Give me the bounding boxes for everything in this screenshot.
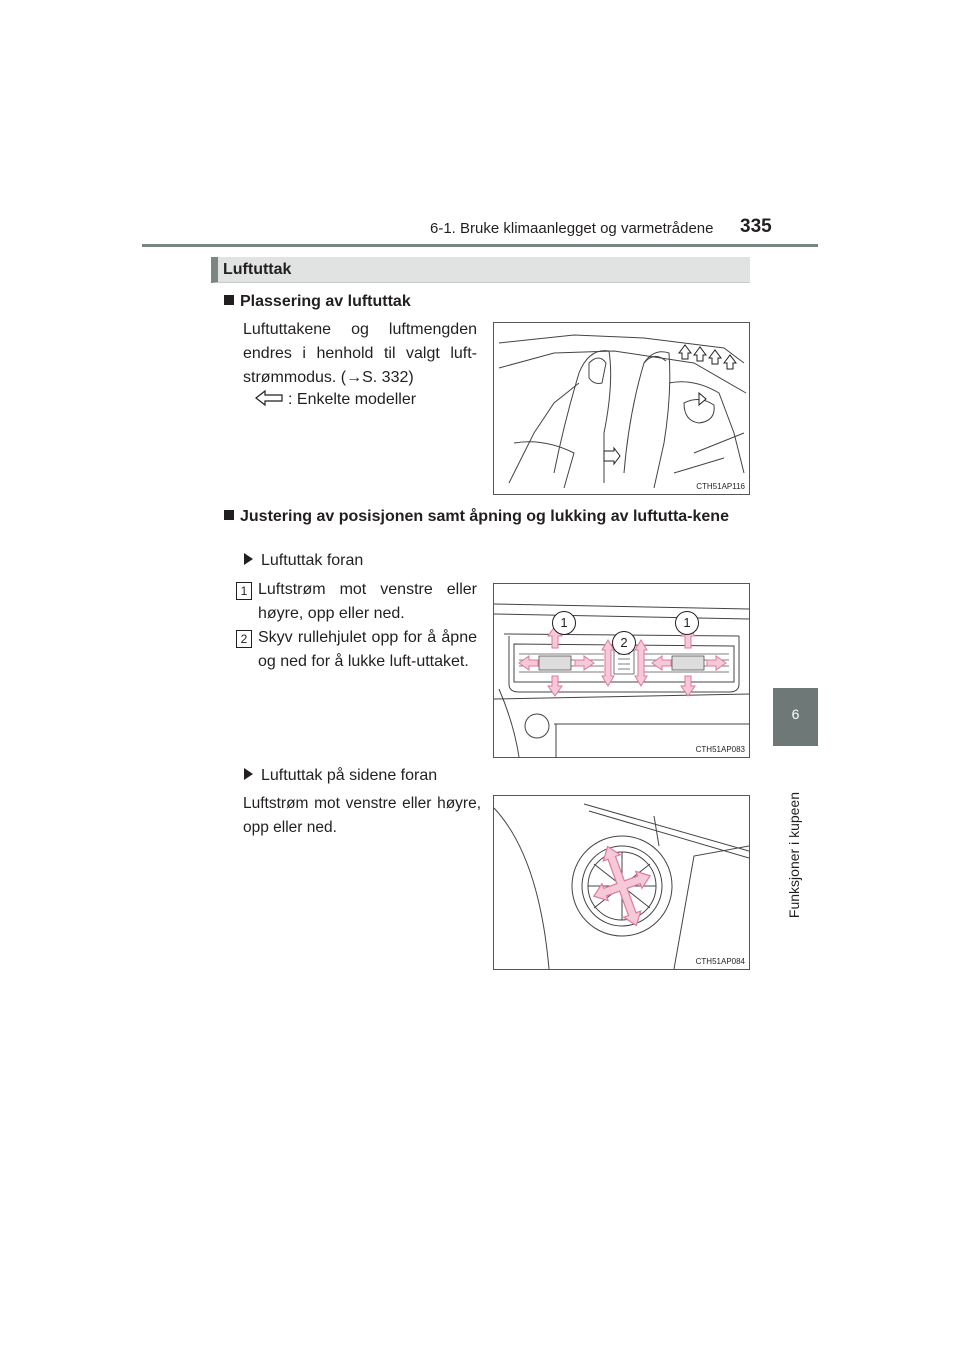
callout-badge-2: 2 (612, 631, 636, 655)
step-number-2: 2 (236, 630, 252, 648)
sub-front-vents (244, 549, 363, 573)
figure-side-vent (493, 795, 750, 970)
square-bullet-icon (224, 295, 234, 305)
page-number: 335 (740, 216, 772, 237)
figure-interior (493, 322, 750, 495)
interior-illustration (494, 323, 749, 494)
sub-side-vents (244, 764, 437, 788)
figure-code: CTH51AP083 (695, 745, 745, 754)
side-vents-text: Luftstrøm mot venstre eller høyre, opp eller ned. (243, 795, 481, 836)
heading-text: Justering av posisjonen samt åpning og lukking av luftutta-kene (240, 508, 729, 525)
section-bar (211, 257, 750, 283)
sub-label: Luftuttak foran (261, 552, 364, 569)
triangle-bullet-icon (244, 768, 253, 780)
figure-code: CTH51AP116 (696, 482, 745, 491)
arrow-legend-icon (254, 389, 284, 407)
side-vent-illustration (494, 796, 749, 969)
callout-badge-1-right: 1 (675, 611, 699, 635)
legend-text: : Enkelte modeller (288, 391, 417, 408)
figure-front-vents (493, 583, 750, 758)
front-vents-illustration (494, 584, 749, 757)
vent-location-text: Luftuttakene og luftmengden endres i henhold til valgt luft-strømmodus. (→S. 332) (243, 321, 477, 386)
step-text-1: Luftstrøm mot venstre eller høyre, opp eller ned. (258, 581, 477, 622)
step-text-2: Skyv rullehjulet opp for å åpne og ned for å lukke luft-uttaket. (258, 629, 477, 670)
header-rule (142, 244, 818, 247)
header-title: 6-1. Bruke klimaanlegget og varmetrådene (430, 220, 714, 237)
heading-vent-adjust (224, 505, 751, 529)
triangle-bullet-icon (244, 553, 253, 565)
heading-vent-location (224, 290, 411, 314)
chapter-number: 6 (791, 706, 800, 722)
step-number-1: 1 (236, 582, 252, 600)
heading-text: Plassering av luftuttak (240, 293, 411, 310)
chapter-label: Funksjoner i kupeen (786, 792, 802, 919)
section-title: Luftuttak (223, 261, 292, 278)
figure-code: CTH51AP084 (695, 957, 745, 966)
callout-badge-1-left: 1 (552, 611, 576, 635)
square-bullet-icon (224, 510, 234, 520)
sub-label: Luftuttak på sidene foran (261, 767, 438, 784)
